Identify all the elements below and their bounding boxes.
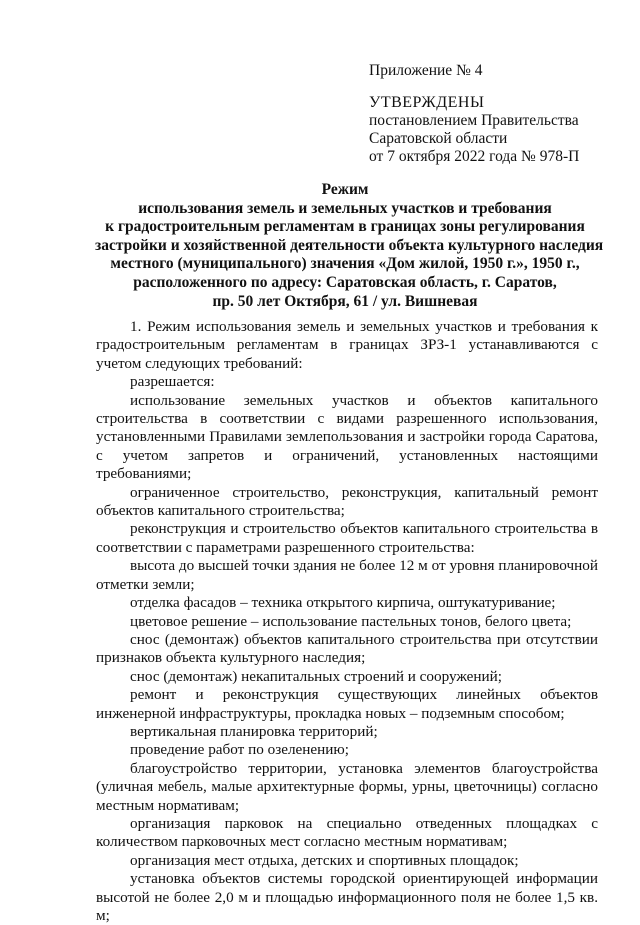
title-line: расположенного по адресу: Саратовская область, г. Саратов,: [133, 273, 557, 291]
paragraph: благоустройство территории, установка элементов благоустройства (уличная мебель, малые архитектурные формы, урны, цветочницы) согласно местным нормативам;: [96, 759, 598, 814]
paragraph: проведение работ по озеленению;: [130, 741, 349, 759]
title-line: использования земель и земельных участков и требования: [138, 199, 552, 217]
paragraph: отделка фасадов – техника открытого кирпича, оштукатуривание;: [130, 594, 556, 612]
approval-line: Саратовской области: [369, 130, 508, 147]
paragraph: установка объектов системы городской ориентирующей информации высотой не более 2,0 м и площадью информационного поля не более 1,5 кв. м;: [96, 870, 598, 924]
paragraph: вертикальная планировка территорий;: [130, 722, 378, 740]
title-line: застройки и хозяйственной деятельности объекта культурного наследия: [95, 236, 604, 254]
title-line: к градостроительным регламентам в границах зоны регулирования: [105, 218, 585, 236]
paragraph: ограниченное строительство, реконструкция, капитальный ремонт объектов капитального строительства;: [96, 483, 598, 520]
paragraph: организация мест отдыха, детских и спортивных площадок;: [130, 851, 519, 869]
document-title: [95, 181, 604, 311]
approval-block: [369, 62, 629, 166]
paragraph: высота до высшей точки здания не более 12 м от уровня планировочной отметки земли;: [96, 557, 598, 593]
title-line: Режим: [321, 181, 369, 198]
paragraph: ремонт и реконструкция существующих линейных объектов инженерной инфраструктуры, прокладка новых – подземным способом;: [96, 686, 598, 722]
paragraph: организация парковок на специально отведенных площадках с количеством парковочных мест согласно местным нормативам;: [96, 814, 598, 851]
document-body: [96, 318, 598, 925]
paragraph: реконструкция и строительство объектов капитального строительства в соответствии с параметрами разрешенного строительства:: [96, 520, 598, 556]
title-line: пр. 50 лет Октября, 61 / ул. Вишневая: [212, 292, 478, 310]
paragraph: цветовое решение – использование пастельных тонов, белого цвета;: [130, 612, 572, 630]
title-line: местного (муниципального) значения «Дом жилой, 1950 г.», 1950 г.,: [110, 255, 580, 273]
annex-number: Приложение № 4: [369, 62, 483, 79]
approval-heading: УТВЕРЖДЕНЫ: [369, 94, 485, 111]
paragraph: 1. Режим использования земель и земельных участков и требования к градостроительным регламентам в границах ЗРЗ-1 устанавливаются с учетом следующих требований:: [96, 318, 598, 372]
approval-line: постановлением Правительства: [369, 112, 579, 129]
approval-date-line: от 7 октября 2022 года № 978-П: [369, 148, 580, 165]
paragraph: использование земельных участков и объектов капитального строительства в соответствии с видами разрешенного использования, установленными Правилами землепользования и застройки города Саратова, с учетом запретов и ограничений, установленных настоящими требованиями;: [96, 391, 598, 483]
paragraph: разрешается:: [130, 373, 215, 391]
paragraph: снос (демонтаж) некапитальных строений и сооружений;: [130, 667, 503, 685]
paragraph: снос (демонтаж) объектов капитального строительства при отсутствии признаков объекта культурного наследия;: [96, 630, 598, 667]
